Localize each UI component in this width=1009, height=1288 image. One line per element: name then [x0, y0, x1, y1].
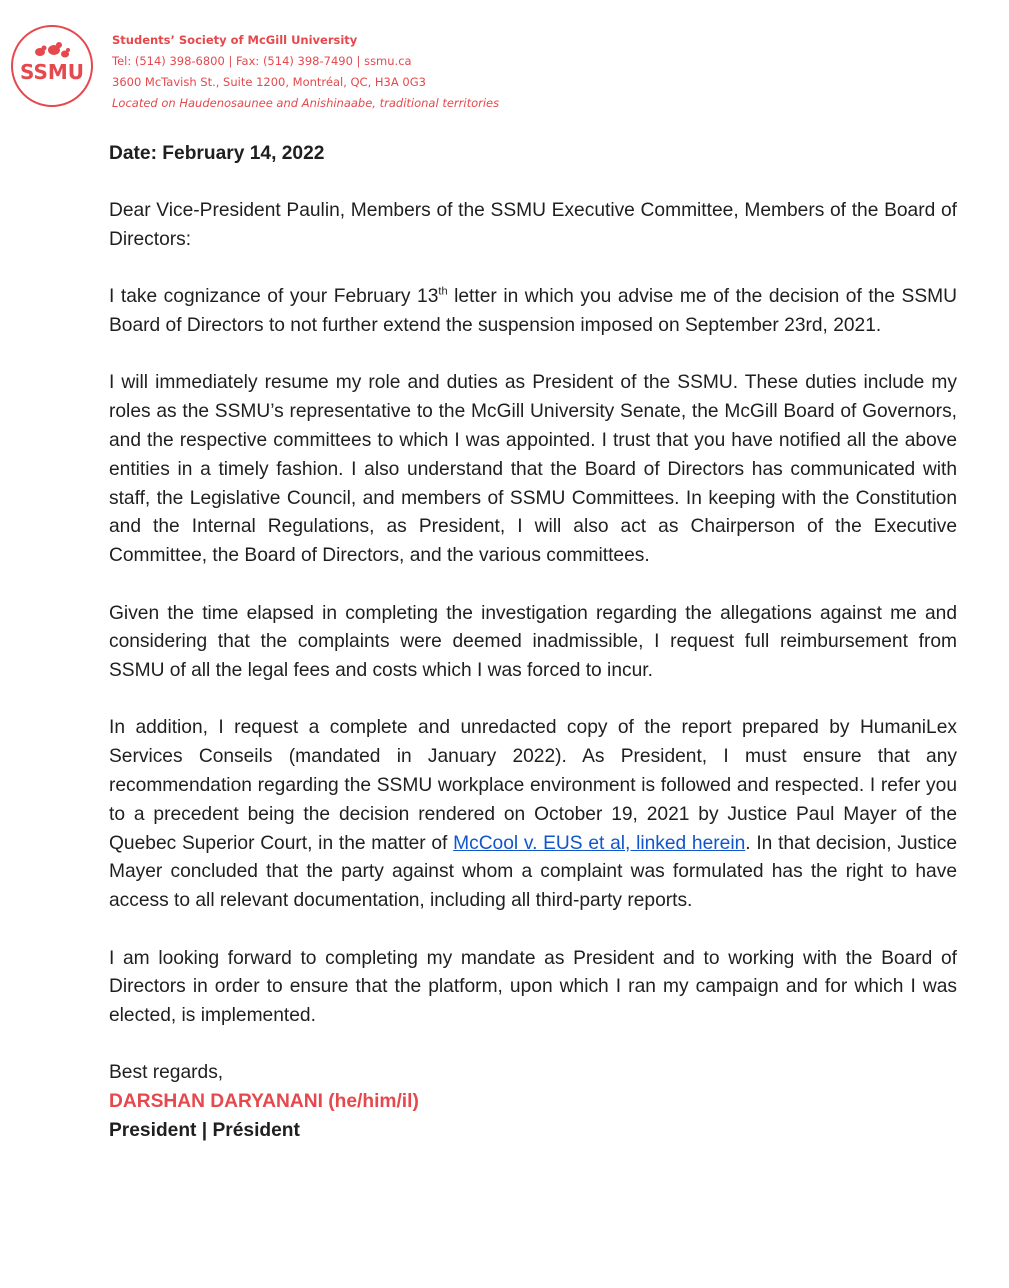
paragraph-2: I will immediately resume my role and duties as President of the SSMU. These duties include my roles as the SSMU’s representative to the McGill University Senate, the McGill Board of Governors, and the respective committees to which I was appointed. I trust that you have notified all the above entities in a timely fashion. I also understand that the Board of Directors has communicated with staff, the Legislative Council, and members of SSMU Committees. In keeping with the Constitution and the Internal Regulations, as President, I will also act as Chairperson of the Executive Committee, the Board of Directors, and the various committees. — [109, 372, 957, 567]
org-info — [112, 30, 499, 114]
closing: Best regards, — [109, 1062, 224, 1084]
signer-name: DARSHAN DARYANANI (he/him/il) — [109, 1091, 419, 1113]
letterhead — [10, 24, 610, 114]
paragraph-5: I am looking forward to completing my mandate as President and to working with the Board of Directors in order to ensure that the platform, upon which I ran my campaign and for which I was elected, is implemented. — [109, 947, 957, 1027]
ordinal-suffix: th — [438, 286, 448, 298]
letter-body — [109, 140, 957, 1146]
signature-block — [109, 1059, 957, 1145]
paragraph-4-end: . In that decision, Justice Mayer concluded that the party against whom a complaint was formulated has the right to have access to all relevant documentation, including all third-party reports. — [109, 832, 958, 912]
org-name: Students’ Society of McGill University — [112, 33, 358, 47]
paragraph-4-start: In addition, I request a complete and unredacted copy of the report prepared by HumaniLex Services Conseils (mandated in January 2022). As President, I must ensure that any recommendation regarding the SSMU workplace environment is followed and respected. I refer you to a precedent being the decision rendered on October 19, 2021 by Justice Paul Mayer of the Quebec Superior Court, in the matter of — [109, 717, 957, 854]
salutation: Dear Vice-President Paulin, Members of the SSMU Executive Committee, Members of the Board of Directors: — [109, 200, 957, 251]
org-contact: Tel: (514) 398-6800 | Fax: (514) 398-7490 | ssmu.ca — [112, 54, 412, 68]
signer-title: President | Président — [109, 1120, 300, 1142]
paragraph-1 — [109, 283, 957, 341]
logo-text: SSMU — [19, 60, 85, 84]
paragraph-3: Given the time elapsed in completing the investigation regarding the allegations against me and considering that the complaints were deemed inadmissible, I request full reimbursement from SSMU of all the legal fees and costs which I was forced to incur. — [109, 602, 957, 682]
ssmu-logo — [10, 24, 94, 108]
paragraph-4 — [109, 714, 957, 916]
land-acknowledgement: Located on Haudenosaunee and Anishinaabe, traditional territories — [112, 96, 500, 110]
paragraph-1-start: I take cognizance of your February 13 — [109, 286, 439, 308]
mccool-case-link[interactable]: McCool v. EUS et al, linked herein — [453, 832, 746, 854]
letter-date: Date: February 14, 2022 — [109, 143, 325, 164]
paragraph-1-end: letter in which you advise me of the decision of the SSMU Board of Directors to not further extend the suspension imposed on September 23rd, 2021. — [109, 286, 957, 337]
org-address: 3600 McTavish St., Suite 1200, Montréal, QC, H3A 0G3 — [112, 75, 426, 89]
